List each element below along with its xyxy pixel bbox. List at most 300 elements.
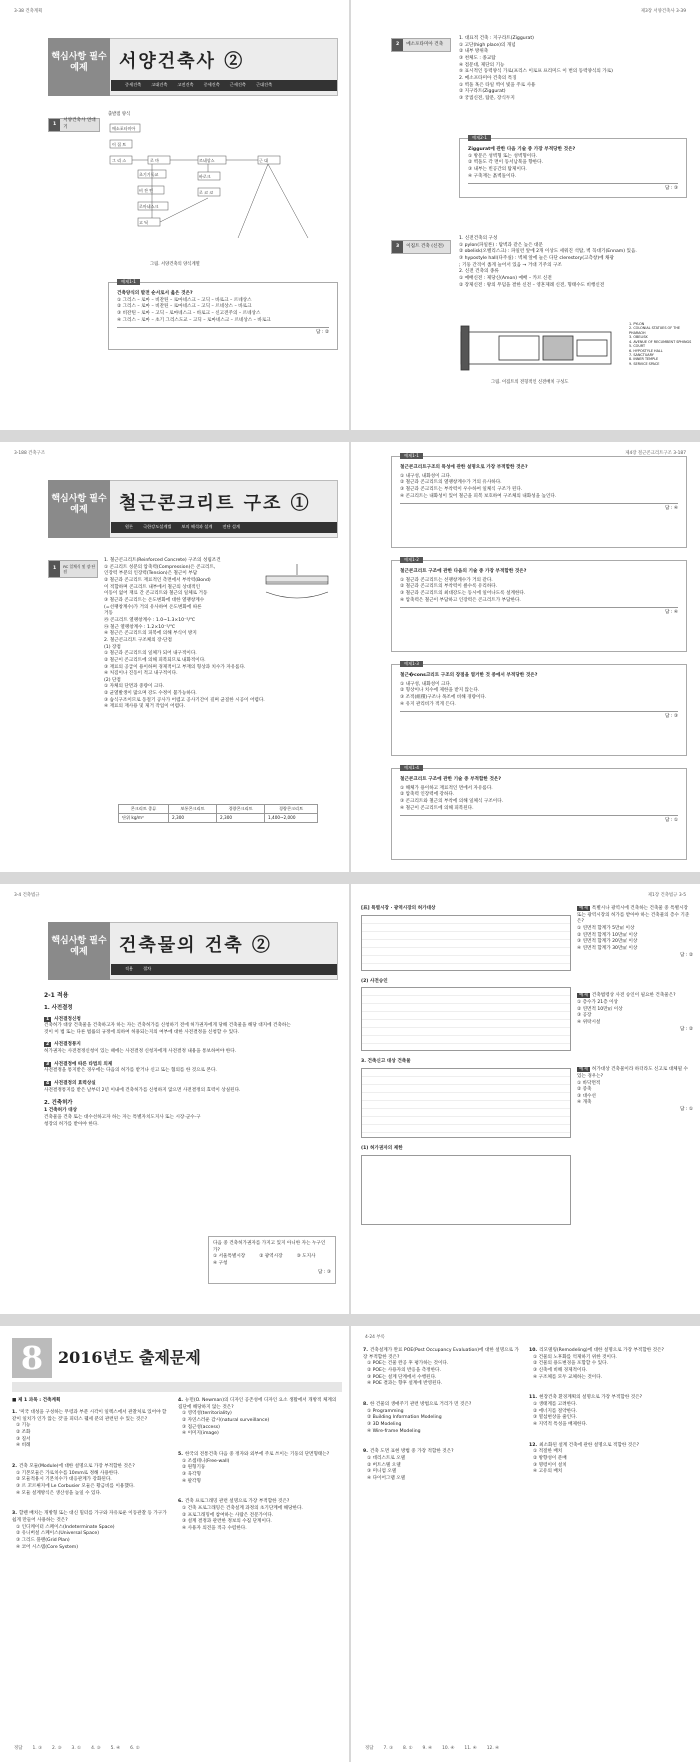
table-header: 보통콘크리트 [169,805,217,814]
section-label: 메소포타미아 건축 [406,41,444,47]
example-choice: ② 벽돌도 각 면이 동서남북을 향한다. [468,160,544,166]
example-question: 허가대상 건축물이라 하더라도 신고로 대체될 수 있는 경우는? [577,1067,688,1079]
question-number: 12. [529,1442,538,1448]
question-choice: ④ 비례 [16,1443,31,1449]
question-choice: ② 버트스텔 오델 [367,1462,401,1468]
subsection-title: 3. 건축신고 대상 건축물 [361,1059,411,1065]
subtitle-bar [111,522,337,533]
body-line: ㉯ 철근 열팽창계수 : 1.2×10⁻⁵/℃ [104,624,176,630]
page-header: 3-188 건축구조 [14,451,46,456]
body-line: ② 장제신전 : 왕의 무덤을 결한 신전 – 영혼제례 신전, 형태수도 비행신전 [459,282,605,288]
exam-question [363,1348,519,1388]
body-line: ② 지구라트(Ziggurat) [459,89,506,95]
example-choice: ④ 압축력은 철근이 부담하고 인장력은 콘크리트가 부담한다. [400,597,521,603]
example-question: 건축법령상 사전 승인이 필요한 건축물은? [591,993,676,999]
question-choice: ① POE는 건물 완공 후 평가하는 것이다. [367,1361,449,1367]
beam [266,576,328,584]
answer-key-item: 3. ① [71,1745,82,1751]
body-line: ① 철근과 콘크리트의 일체가 되어 내구적이다. [104,651,197,657]
example-choice: ① 연면적 합계가 5만㎡ 이상 [577,925,635,931]
example-tag: 예제1-2 [400,557,423,563]
subject-heading: ■ 제 1 과목 : 건축계획 [12,1398,61,1403]
example-choice: ② 철근과 콘크리트의 부착력이 클수록 유리하다. [400,584,498,590]
figure-caption: 그림. 이집트의 전형적인 신전배치 구성도 [491,380,569,385]
section-number: 1 [49,119,60,131]
subsection-title: 1. 사전결정 [44,1004,73,1011]
body-line: ① 벽돌 혹은 타일 벽이 빛을 주로 사용 [459,82,536,88]
section-number: 3 [392,241,403,253]
body-line: ; 기둥 간격이 좁게 늘어서 있음 → 거대 기주의 구조 [459,262,562,268]
item-number: 4 [46,1081,50,1087]
question-choice: ① 적절한 배치 [533,1449,563,1455]
question-choice: ② POE는 사용자의 반응을 측정한다. [367,1367,441,1373]
subsection-title: (1) 허가권자의 제한 [361,1145,403,1151]
example-choice: ④ 구축재는 흙벽돌이다. [468,173,517,179]
question-choice: ④ 이미지(image) [182,1431,219,1437]
example-choice: ④ 그리스 – 로마 – 초기 그리스도교 – 고딕 – 로마네스크 – 르네상스 – 바로크 [117,317,271,323]
question-stem [178,1499,338,1506]
answer-footer [14,1746,140,1752]
subtitle-item: 중세건축 [125,82,142,88]
question-choice: ② 건물의 용도변경을 포함할 수 있다. [533,1361,609,1367]
table-title: [표] 특별시장 · 광역시장의 허가대상 [361,906,436,911]
body-line: ② 철근과 콘크리트 재료적인 측면에서 부착력(Bond) [104,577,211,583]
body-line: ④ 점문대, 제단의 기능 [459,62,505,68]
body-line: ① 자체의 단면과 중량이 크다. [104,684,165,690]
question-text: 최소화된 설계 건축에 관한 설명으로 적합한 것은? [539,1442,640,1448]
question-choice: ③ POE는 설계 단계에서 수행된다. [367,1374,437,1380]
body-line: 이동이 없어 재료 간 콘크리트와 철근의 일체로 거동 [104,591,208,597]
question-choice: ① 조셉테니(Free-wall) [182,1458,230,1464]
question-choice: ② 방향성이 분배 [533,1455,567,1461]
law-item [44,1042,294,1055]
answer-key-item: 11. ④ [464,1745,477,1751]
question-number: 2. [12,1463,17,1469]
example-choice: ② 연면적 합계가 10만㎡ 이상 [577,932,638,938]
legend-item: 1. PYLON [629,322,645,326]
example-choice: ③ 도지사 [296,1254,316,1260]
example-tag: 예제 [579,993,588,999]
temple-plan-figure [459,322,619,374]
spread-4 [0,1326,700,1762]
legend-item: 3. OBELISK [629,335,648,340]
pylon [461,326,469,370]
question-choice: ④ 다이어그램 오델 [367,1475,406,1481]
body-line: ④ 처짐이나 진동이 적고 내구적이다. [104,671,178,677]
page-rc-structure-left [0,442,349,872]
temple-outline [461,332,611,364]
section-heading [391,240,451,254]
page-title: 서양건축사 ② [119,51,245,72]
beam-diagram [262,562,340,612]
body-line: ③ 재료의 공급이 용이하며 경제적이고 부재의 형상과 치수가 자유롭다. [104,664,246,670]
example-choice: ① 층수가 21층 이상 [577,999,618,1005]
example-box [577,993,693,1033]
process-flow [361,1155,571,1225]
hypostyle-hall [543,336,573,360]
question-number: 5. [178,1451,183,1457]
page-header: 제1장 건축법규 3-5 [647,893,686,898]
answer-key-item: 9. ④ [422,1745,433,1751]
divider [117,327,329,328]
chart-node-label: 로 코 코 [199,190,214,196]
example-box [577,1067,693,1114]
example-choice: ④ 철근이 콘크리트에 의해 피복된다. [400,805,474,811]
question-choice: ③ 3D Modeling [367,1421,402,1427]
example-choice: ③ 연면적 합계가 20만㎡ 이상 [577,939,638,945]
exam-question [178,1499,338,1532]
question-text: 건축 도면 표현 방법 중 가장 적합한 것은? [369,1449,454,1455]
body-line: ⑤ 표시적인 동력양식 가로(프리스 이로프 프리미드 이 번의 동력양식의 가로) [459,69,613,75]
exam-question [529,1443,689,1476]
question-text: 건축 프로그래밍 관련 설명으로 가장 부적합한 것은? [184,1499,290,1505]
question-stem [529,1348,689,1355]
table-cell: 2,300 [169,814,217,823]
example-box [391,557,687,652]
example-choice: ③ 공장 [577,1013,592,1019]
answer-key-item: 2. ③ [52,1745,62,1751]
subtitle-item: 보의 해석과 설계 [181,524,213,530]
item-title: 1 건축허가 대상 [44,1108,78,1114]
page-building-law-right [351,884,700,1314]
body-line: 2. 철근콘크리트 구조체의 장·단점 [104,637,172,643]
questions-col-2 [529,1348,689,1490]
exam-question [12,1511,168,1551]
example-tag: 예제1-1 [400,453,423,459]
example-box [391,765,687,860]
question-choice: ④ 사용자 의견을 적극 수렴한다. [182,1525,247,1531]
example-question: 철근콘크리트 구조에 관한 다음의 기술 중 가장 부적합한 것은? [400,569,527,574]
body-line: ③ 천체도 : 종교탑 [459,55,496,61]
question-stem [363,1348,519,1361]
question-choice: ① 기본모듈은 가로치수를 10mm로 정해 사용한다. [16,1470,120,1476]
example-question: 철근콘크리트 구조에 관한 기술 중 부적합한 것은? [400,777,502,782]
divider [400,815,678,816]
title-rule [12,1382,342,1392]
question-choice: ① Programming [367,1408,404,1414]
question-choice: ③ 명령이이 설치 [533,1462,567,1468]
chart-node-label: 근 대 [259,158,268,164]
question-number: 9. [363,1449,368,1455]
example-question: Ziggurat에 관한 다음 기술 중 가장 부적당한 것은? [468,147,576,152]
answer-key-item: 4. ③ [91,1745,101,1751]
section-heading [391,38,451,52]
questions-col-1 [12,1410,168,1565]
body-line: ③ 궁궐신전, 탑문, 장식두지 [459,95,515,101]
page-header: 제4장 철근콘크리트구조 3-187 [625,451,686,456]
chart-node-label: 메소포타미아 [112,126,136,132]
legend-item: 9. SERVICE SPACE [629,361,660,366]
subtitle-item: 고대건축 [151,82,168,88]
subtitle-item: 전단 설계 [222,524,240,530]
question-number: 4. [178,1398,183,1403]
item-text: 사전결정통지를 받은 날부터 2년 이내에 건축허가를 신청하지 않으면 사전결정의 효력이 상실된다. [44,1087,241,1093]
question-number: 11. [529,1395,538,1401]
question-choice: ③ 육각형 [182,1471,201,1477]
page-building-law-left [0,884,349,1314]
body-line: ④ 재료의 재사용 및 제거 작업이 어렵다. [104,704,185,710]
question-number: 10. [529,1348,538,1353]
divider [468,183,678,184]
section-label: 서양건축사 연대기 [63,118,96,130]
example-choice: ③ 콘크리트와 철근의 부착에 의해 일체식 구조이다. [400,798,504,804]
question-text: '미국 대성을 구성하는 무령과 부분 시각이 일렉스에서 관찰처로 있어야 할 같이 일치가 인가 않는 것'을 피터스 웰세 분의 관련된 수 있는 것은? [12,1410,167,1422]
body-line: ② 철근이 콘크리트에 의해 피복되므로 내화적이다. [104,657,206,663]
example-choice: ② 그리스 – 로마 – 비잔틴 – 로마네스크 – 고딕 – 르네상스 – 바로크 [117,304,252,310]
question-text: 건축설계가 완료 POE(Post Occupancy Evaluation)에 대한 설명으로 가장 부적합한 것은? [363,1348,519,1360]
question-number: 3. [12,1511,17,1517]
question-choice: ③ 르 꼬르뷔지에 Le Corbusier 모듈은 황금비를 이용했다. [16,1483,135,1489]
question-choice: ① 생태계를 고려한다. [533,1401,578,1407]
section-number: 2 [392,39,403,51]
example-question: 건축양식의 발전 순서로서 옳은 것은? [117,291,193,296]
permit-table [361,915,571,971]
law-items [44,1017,294,1095]
sanctuary [577,340,607,356]
body-line: ① pylon(파일론) : 탑벽과 같은 높은 대문 [459,242,543,248]
legend-item: 7. SANCTUARY [629,352,654,357]
body-line: ① 예배신전 : 제당신(Amon) 예배 – 카르 신전 [459,275,552,281]
item-title: 사전결정의 효력상실 [54,1081,96,1087]
page-title: 건축물의 건축 ② [119,935,272,956]
item-title: 사전결정에 따른 타법의 의제 [54,1061,113,1067]
body-line: ② obelisk(오벨리스크) : 파일런 앞에 2개 이상도 세워진 석탑, 벽 꼭대기(Ennam) 있음. [459,249,637,255]
body-line: 이 적합하며 콘크리트 내부에서 철근의 상대적인 [104,584,201,590]
question-choice: ④ 구조체를 모두 교체하는 것이다. [533,1374,603,1380]
question-choice: ② 원형기둥 [182,1465,206,1471]
chart-node-label: 르네상스 [199,158,215,164]
example-choice: ③ 조적(組積)구조나 목조에 비해 경량이다. [400,694,487,700]
example-question: 철근콘크리트구조의 특성에 관한 설명으로 가장 부적합한 것은? [400,465,528,470]
example-tag: 예제1-4 [400,765,423,771]
chart-node-label: 초기기독교 [139,172,159,178]
question-choice: ③ 그리드 플랜(Grid Plan) [16,1537,70,1543]
question-choice: ② 조화 [16,1429,31,1435]
example-choice: ① 서울특별시장 [213,1254,246,1260]
section-label: 이집트 건축 (신전) [406,243,444,249]
body-line: ③ hypostyle hall(다주실) : 벽체 앞에 늘은 다단 clerestory(고측창)에 채광 [459,255,614,261]
flow-line [268,164,308,238]
subtitle-item: 고전건축 [177,82,194,88]
item-number: 2 [46,1042,50,1048]
question-choice: ④ POE 결과는 향후 설계에 반영된다. [367,1381,443,1387]
page-title: 철근콘크리트 구조 ① [119,493,311,514]
spread-3 [0,884,700,1314]
example-choice: ① 방문은 성벽형 또는 성벽형이다. [468,153,538,159]
example-choice: ① 내구성, 내화성이 크다. [400,681,452,687]
question-stem [12,1464,168,1471]
style-flow-diagram [108,118,338,258]
questions-col-1 [363,1348,519,1497]
example-question-line [577,993,693,1000]
section-heading [48,118,100,132]
answer-key-item: 1. ③ [32,1745,43,1751]
example-choice: ② 증축 [577,1087,592,1093]
divider [400,711,678,712]
question-choice: ③ 신축에 비해 경제적이다. [533,1367,588,1373]
page-western-architecture-right [351,0,700,430]
example-choice: ④ 구청 [213,1260,228,1266]
exam-question [363,1449,519,1482]
answer-footer [365,1746,499,1752]
question-number: 1. [12,1410,17,1415]
page-header: 4-24 부록 [365,1335,385,1340]
page-western-architecture-left [0,0,349,430]
subtitle-item: 원론 [125,524,134,530]
subsection-title: (2) 사전승인 [361,978,388,984]
question-choice: ③ 열섬현상을 줄인다. [533,1415,578,1421]
question-stem [529,1395,689,1402]
example-box [391,661,687,756]
law-right-main [361,906,571,1225]
answer-key-item: 정답 [365,1745,374,1751]
example-choice: ② 연면적 10만㎡ 이상 [577,1006,623,1012]
example-question: 다음 중 건축허가권자를 가지고 있지 아니한 자는 누구인가? [213,1241,326,1253]
section-2-body [459,36,689,103]
answer-key-item: 10. ④ [442,1745,455,1751]
question-choice: ④ 모듈 설계방식은 생산성을 높일 수 있다. [16,1490,102,1496]
legend-item: 8. INNER TEMPLE [629,357,659,362]
example-choice: ② 광역시장 [259,1254,283,1260]
example-choice: ④ 위락시설 [577,1019,601,1025]
style-chart [108,112,338,262]
page-header: 3-4 건축법규 [14,893,40,898]
example-choice: ④ 유지 관리비가 적게 든다. [400,701,456,707]
example-choice: ③ 내부는 빈공간의 탑제이다. [468,166,527,172]
question-choice: ① 건축 프로그래밍은 건축설계 과정의 초기단계에 해당한다. [182,1505,303,1511]
chart-node-label: 로 마 [150,158,159,164]
example-answer: 답 : ② [679,1026,693,1032]
body-line: ① 콘크리트 성분의 압축력(Compression)은 콘크리트, [104,564,216,570]
flow-line [238,164,268,238]
concrete-table [118,804,318,823]
body-line: 1. 철근콘크리트(Reinforced Concrete) 구조의 성립조건 [104,558,221,563]
answer-key-item: 정답 [14,1745,23,1751]
example-choices [213,1254,331,1267]
item-title: 사전결정신청 [54,1016,81,1022]
spread-2 [0,442,700,872]
page-header: 제3장 서양건축사 3-39 [640,9,686,14]
subtitle-bar [111,964,337,975]
question-text: 한국의 전통건축 다음 중 정자와 외부에 주로 쓰이는 기둥의 단면형태는? [184,1451,330,1457]
exam-question [178,1452,338,1485]
section-3-body [459,236,691,289]
item-text: 건축허가 대상 건축물을 건축하고자 하는 자는 건축허가를 신청하기 전에 허가권자에게 당해 건축물을 해당 대지에 건축하는 것이 이 법 또는 다른 법률의 규정에 의하여 허용되는지의 여부에 대한 사전결정을 신청할 수 있다. [44,1023,291,1035]
table-header-row [119,805,318,814]
table-row [119,814,318,823]
page-exam-2016-left [0,1326,349,1762]
example-box [108,279,338,350]
section-number: 1 [49,561,60,577]
example-tag: 예제1-3 [400,661,423,667]
item-title: 사전결정통지 [54,1042,81,1048]
example-question-line [577,1067,693,1080]
question-choice: ① 인디케이터 스페이스(Indeterminate Space) [16,1524,115,1530]
question-choice: ① 데리스트로 오델 [367,1455,406,1461]
example-question: 철근�cons크리트 구조의 장점을 열거한 것 중에서 부적당한 것은? [400,673,538,678]
item-text: 사전결정을 통지받은 경우에는 다음의 허가를 받거나 신고 또는 협의를 한 것으로 본다. [44,1068,217,1074]
item-text: 건축물을 건축 또는 대수선하고자 하는 자는 특별자치도지사 또는 시장·군수·구청장의 허가를 받아야 한다. [44,1114,201,1127]
table-header: 경량콘크리트 [265,805,318,814]
logo-badge: 핵심사항 필수예제 [48,922,110,980]
example-choice: ② 압축력 인장력에 강하다. [400,792,455,798]
example-answer: 답 : ③ [317,1269,331,1275]
page-rc-structure-right [351,442,700,872]
table-cell: 2,300 [217,814,265,823]
question-text: 한 건물의 생애주기 관련 방법으로 거리가 먼 것은? [369,1401,472,1407]
example-answer: 답 : ④ [664,506,678,512]
example-choice: ① 내구성, 내화성이 크다. [400,473,452,479]
law-item [44,1017,294,1037]
figure-caption: 그림. 서양건축의 양식계열 [150,262,200,267]
body-line: 2. 메소포타미아 건축의 특징 [459,75,517,81]
exam-question [529,1348,689,1381]
question-text: 뉴먼(O. Newman)의 디자인 공존성에 디자인 요소 생활에서 개방적 체계의 집단에 해당하지 않는 것은? [178,1398,337,1410]
question-choice: ② 유니버설 스페이스(Universal Space) [16,1531,100,1537]
question-text: 현장건축 환경계획의 설명으로 가장 부적합한 것은? [539,1395,643,1401]
item-heading [44,1081,294,1088]
body-line: 거동 [104,611,113,617]
example-box [459,135,687,198]
question-choice: ④ 지역적 특성을 배제한다. [533,1421,588,1427]
page-title: 2016년도 출제문제 [58,1348,201,1367]
page-exam-2016-right [351,1326,700,1762]
exam-question [12,1464,168,1497]
question-choice: ② 자연스러운 감시(natural surveillance) [182,1417,270,1423]
body-line: ③ 습식구조이므로 동절기 공사가 어렵고 공사기간이 길며 균질한 시공이 어렵다. [104,697,265,703]
example-answer: 답 : ③ [664,186,678,192]
legend-item: 4. AVENUE OF RECUMBENT SPHINGS [629,339,692,344]
example-answer: 답 : ③ [664,714,678,720]
subtitle-bar [111,80,337,91]
chart-node-label: 그 리 스 [112,158,127,164]
question-choice: ② 프로그래밍에 참여하는 사람은 전문가이다. [182,1512,274,1518]
example-tag: 예제 [579,906,588,911]
item-text: 허가권자는 사전결정신청이 있는 때에는 사전결정 신청자에게 사전결정 내용을 통보하여야 한다. [44,1049,237,1055]
item-number: 3 [46,1061,50,1067]
questions-col-2 [178,1398,338,1547]
question-stem [363,1449,519,1456]
exam-question [178,1398,338,1438]
body-line: ① 고단(high place)의 개념 [459,42,516,48]
exam-question [12,1410,168,1450]
example-tag: 예제2-1 [468,135,491,141]
chart-node-label: 로마네스크 [139,204,159,210]
example-box [577,906,693,959]
question-stem [363,1402,519,1409]
item-number: 1 [46,1016,50,1022]
body-line: 2. 신전 건축의 종류 [459,269,499,275]
report-table [361,1068,571,1138]
section-heading [48,560,98,578]
example-choice: ④ 개축 [577,1100,592,1106]
example-answer: 답 : ② [679,952,693,958]
logo-badge: 핵심사항 필수예제 [48,480,110,538]
court [499,336,539,360]
divider [400,503,678,504]
question-text: 리모델링(Remodeling)에 대한 설명으로 가장 부적합한 것은? [539,1348,664,1353]
question-number: 8. [363,1401,368,1407]
example-question: 특별시나 광역시에 건축하는 건축물 중 특별시장 또는 광역시장의 허가를 받아야 하는 건축물의 층수 기준은? [577,906,690,925]
question-stem [12,1410,168,1423]
example-choice: ③ 대수선 [577,1093,596,1099]
question-choice: ③ 질서 [16,1436,31,1442]
subtitle-item: 극한강도설계법 [143,524,172,530]
example-choice: ④ 연면적 합계가 30만㎡ 이상 [577,945,638,951]
example-question-line [577,906,693,926]
question-stem [178,1452,338,1459]
law-body [44,992,294,1128]
